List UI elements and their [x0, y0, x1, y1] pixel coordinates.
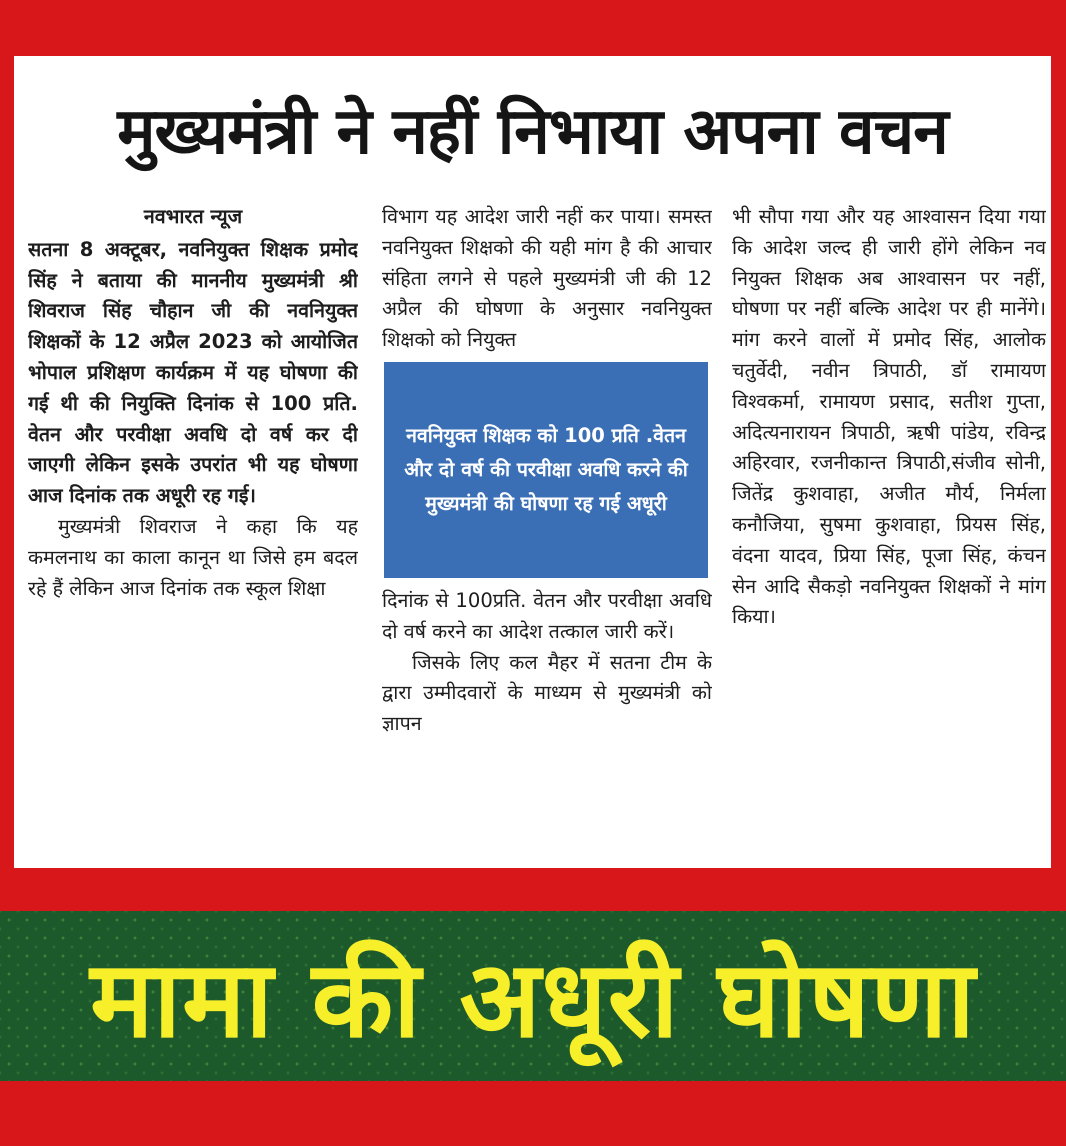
body-paragraph: भी सौपा गया और यह आश्वासन दिया गया कि आदेश जल्द ही जारी होंगे लेकिन नव नियुक्त शिक्षक अब आश्वासन पर नहीं, घोषणा पर नहीं बल्कि आदेश पर ही मानेंगे। मांग करने वालों में प्रमोद सिंह, आलोक चतुर्वेदी, नवीन त्रिपाठी, डॉ रामायण विश्वकर्मा, रामायण प्रसाद, सतीश गुप्ता, अदित्यनारायन त्रिपाठी, ऋषी पांडेय, रविन्द्र अहिरवार, रजनीकान्त त्रिपाठी,संजीव सोनी, जितेंद्र कुशवाहा, अजीत मौर्य, निर्मला कनौजिया, सुषमा कुशवाहा, प्रियस सिंह, वंदना यादव, प्रिया सिंह, पूजा सिंह, कंचन सेन आदि सैकड़ो नवनियुक्त शिक्षकों ने मांग किया। [732, 205, 1046, 629]
body-paragraph: मुख्यमंत्री शिवराज ने कहा कि यह कमलनाथ का काला कानून था जिसे हम बदल रहे हैं लेकिन आज दिनांक तक स्कूल शिक्षा [28, 514, 358, 600]
lead-paragraph: सतना 8 अक्टूबर, नवनियुक्त शिक्षक प्रमोद सिंह ने बताया की माननीय मुख्यमंत्री श्री शिवराज सिंह चौहान जी की नवनियुक्त शिक्षकों के 12 अप्रैल 2023 को आयोजित भोपाल प्रशिक्षण कार्यक्रम में यह घोषणा की गई थी की नियुक्ति दिनांक से 100 प्रति. वेतन और परवीक्षा अवधि दो वर्ष कर दी जाएगी लेकिन इसके उपरांत भी यह घोषणा आज दिनांक तक अधूरी रह गई। [28, 237, 358, 508]
highlight-callout-box [384, 362, 708, 578]
news-credit: नवभारत न्यूज [143, 205, 243, 228]
body-paragraph: दिनांक से 100प्रति. वेतन और परवीक्षा अवधि दो वर्ष करने का आदेश तत्काल जारी करें। [382, 588, 712, 643]
body-paragraph: विभाग यह आदेश जारी नहीं कर पाया। समस्त नवनियुक्त शिक्षको की यही मांग है की आचार संहिता लगने से पहले मुख्यमंत्री जी की 12 अप्रैल की घोषणा के अनुसार नवनियुक्त शिक्षको को नियुक्त [382, 205, 712, 352]
body-paragraph: जिसके लिए कल मैहर में सतना टीम के द्वारा उम्मीदवारों के माध्यम से मुख्यमंत्री को ज्ञापन [382, 650, 712, 736]
callout-text: नवनियुक्त शिक्षक को 100 प्रति .वेतन और दो वर्ष की परवीक्षा अवधि करने की मुख्यमंत्री की घोषणा रह गई अधूरी [404, 423, 688, 515]
newspaper-clipping [14, 56, 1051, 868]
article-column-3 [732, 202, 1046, 633]
banner-caption: मामा की अधूरी घोषणा [90, 938, 976, 1061]
article-column-1 [28, 202, 358, 604]
article-headline: मुख्यमंत्री ने नहीं निभाया अपना वचन [117, 94, 948, 169]
article-column-2 [382, 202, 712, 740]
bottom-banner [0, 911, 1066, 1081]
